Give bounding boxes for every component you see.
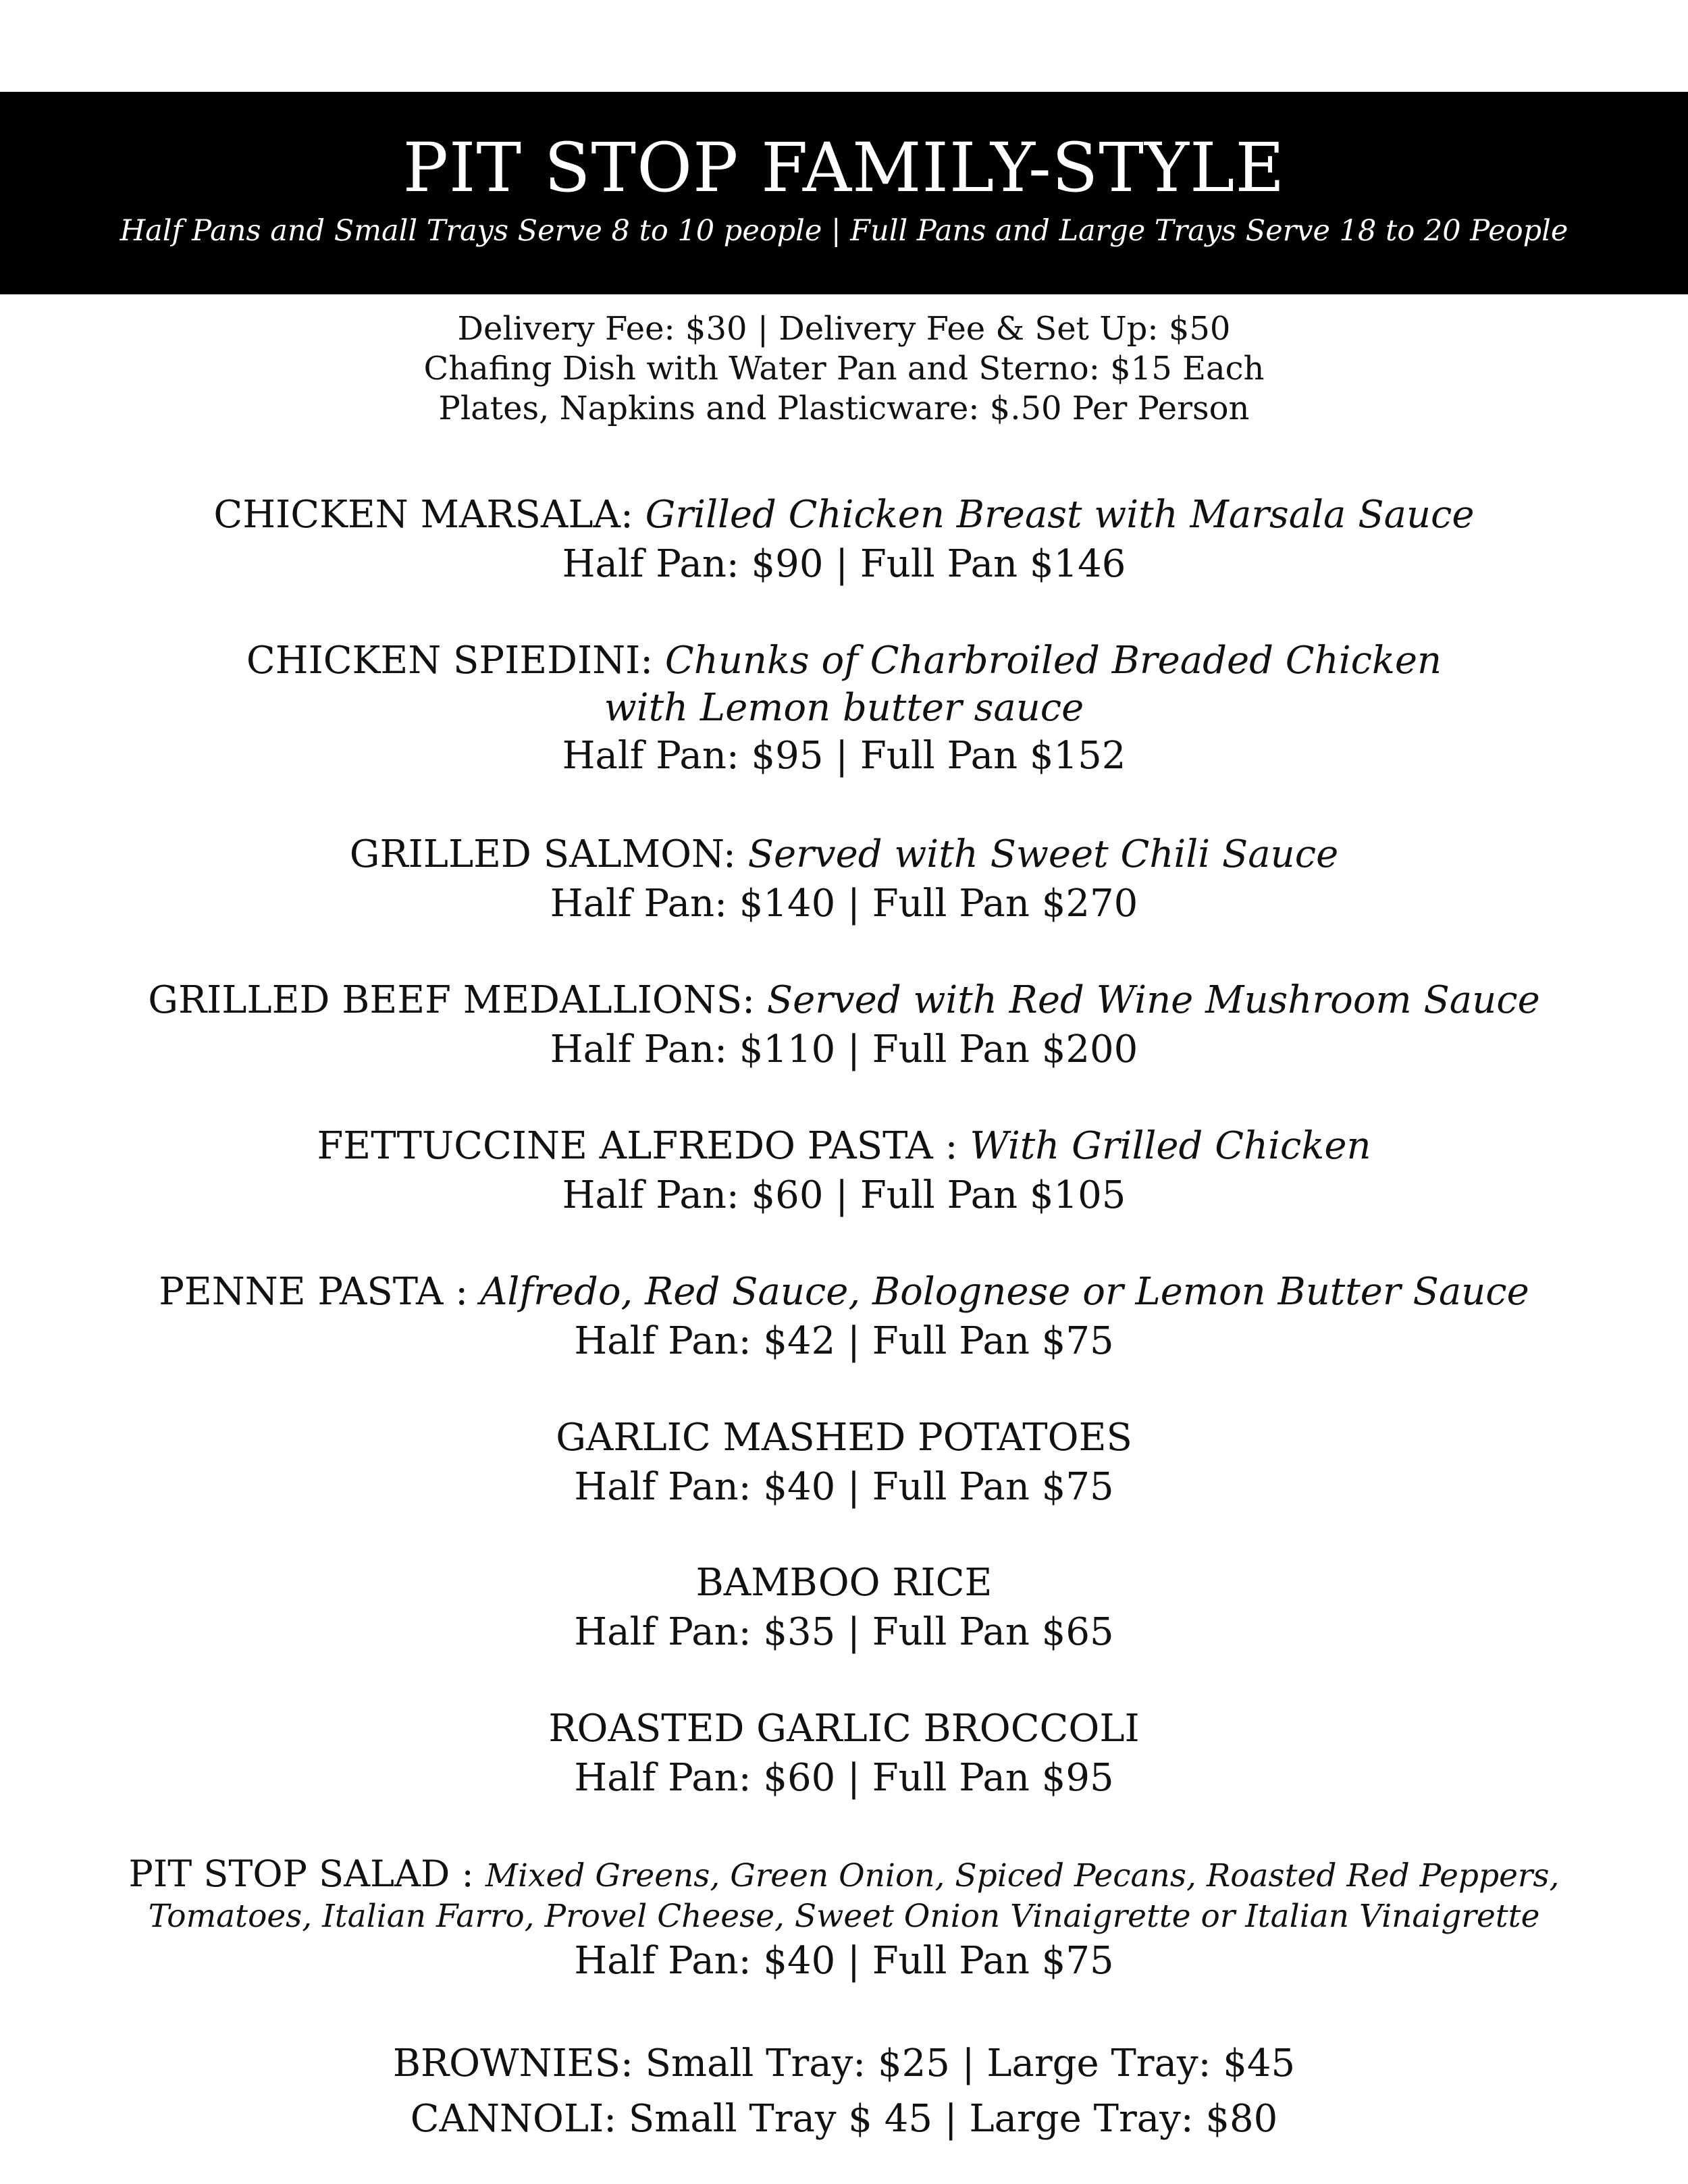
item-name: ROASTED GARLIC BROCCOLI — [548, 1707, 1140, 1751]
delivery-fee: Delivery Fee: $30 | Delivery Fee & Set Up: $50 — [457, 310, 1231, 348]
plasticware-fee: Plates, Napkins and Plasticware: $.50 Per Person — [438, 390, 1250, 427]
menu-item-grilled-salmon — [0, 830, 1688, 929]
dessert-price: Small Tray: $25 | Large Tray: $45 — [645, 2042, 1296, 2085]
dessert-price: Small Tray $ 45 | Large Tray: $80 — [628, 2097, 1278, 2141]
item-description: Served with Red Wine Mushroom Sauce — [766, 978, 1540, 1022]
menu-item-salad — [0, 1853, 1688, 1986]
item-description-continued: Tomatoes, Italian Farro, Provel Cheese, Sweet Onion Vinaigrette or Italian Vinaigrette — [148, 1898, 1540, 1935]
item-name: CHICKEN SPIEDINI: — [246, 639, 654, 683]
item-price: Half Pan: $35 | Full Pan $65 — [574, 1610, 1114, 1654]
chafing-dish-fee: Chafing Dish with Water Pan and Sterno: $15 Each — [423, 350, 1265, 388]
item-price: Half Pan: $40 | Full Pan $75 — [574, 1939, 1114, 1983]
menu-item-broccoli — [0, 1705, 1688, 1803]
item-description-continued: with Lemon butter sauce — [604, 686, 1084, 730]
item-name: PIT STOP SALAD : — [128, 1853, 474, 1895]
item-price: Half Pan: $60 | Full Pan $95 — [574, 1756, 1114, 1800]
header-banner — [0, 92, 1688, 294]
item-description: Alfredo, Red Sauce, Bolognese or Lemon Butter Sauce — [479, 1270, 1529, 1314]
menu-item-chicken-spiedini — [0, 637, 1688, 781]
desserts-block — [0, 2036, 1688, 2147]
item-description: With Grilled Chicken — [970, 1124, 1371, 1168]
item-price: Half Pan: $140 | Full Pan $270 — [550, 882, 1138, 926]
item-name: GRILLED SALMON: — [349, 832, 736, 876]
dessert-name: CANNOLI: — [410, 2097, 617, 2141]
menu-item-chicken-marsala — [0, 491, 1688, 589]
item-name: PENNE PASTA : — [159, 1270, 469, 1314]
item-description: Chunks of Charbroiled Breaded Chicken — [664, 639, 1442, 683]
item-name: GRILLED BEEF MEDALLIONS: — [148, 978, 755, 1022]
item-price: Half Pan: $42 | Full Pan $75 — [574, 1319, 1114, 1363]
item-price: Half Pan: $110 | Full Pan $200 — [550, 1028, 1138, 1071]
item-price: Half Pan: $90 | Full Pan $146 — [562, 542, 1126, 586]
menu-item-beef-medallions — [0, 976, 1688, 1075]
item-price: Half Pan: $95 | Full Pan $152 — [562, 734, 1126, 778]
item-name: GARLIC MASHED POTATOES — [556, 1416, 1132, 1460]
fees-block — [0, 309, 1688, 429]
dessert-cannoli — [0, 2092, 1688, 2147]
item-price: Half Pan: $60 | Full Pan $105 — [562, 1173, 1126, 1217]
menu-item-mashed-potatoes — [0, 1414, 1688, 1512]
item-description: Grilled Chicken Breast with Marsala Sauce — [645, 493, 1475, 537]
item-name: CHICKEN MARSALA: — [213, 493, 633, 537]
item-description: Served with Sweet Chili Sauce — [747, 832, 1339, 876]
menu-item-bamboo-rice — [0, 1559, 1688, 1657]
serving-info: Half Pans and Small Trays Serve 8 to 10 people | Full Pans and Large Trays Serve 18 to 20 People — [120, 214, 1568, 248]
item-name: BAMBOO RICE — [695, 1561, 993, 1605]
menu-item-fettuccine — [0, 1122, 1688, 1221]
page-title: PIT STOP FAMILY-STYLE — [402, 128, 1286, 207]
dessert-brownies — [0, 2036, 1688, 2092]
item-name: FETTUCCINE ALFREDO PASTA : — [317, 1124, 958, 1168]
item-price: Half Pan: $40 | Full Pan $75 — [574, 1465, 1114, 1509]
menu-item-penne — [0, 1268, 1688, 1366]
item-description: Mixed Greens, Green Onion, Spiced Pecans, Roasted Red Peppers, — [485, 1857, 1560, 1894]
dessert-name: BROWNIES: — [392, 2042, 633, 2085]
